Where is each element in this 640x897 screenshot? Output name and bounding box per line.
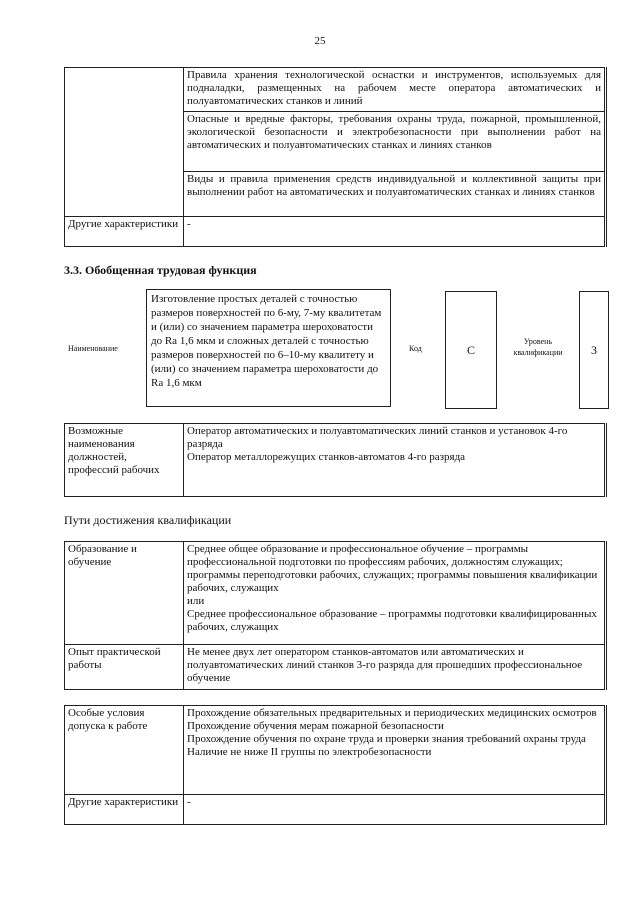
positions-table [64, 423, 607, 497]
table-row [65, 706, 606, 795]
table-row [65, 542, 606, 645]
table-row [65, 68, 606, 112]
position-line: Оператор автоматических и полуавтоматических линий станков и установок 4-го разряда [187, 425, 568, 450]
table-cell-label-empty [65, 68, 184, 217]
table-cell-value [184, 706, 606, 795]
text-line: или [187, 595, 205, 607]
code-value-box: C [445, 291, 497, 409]
table-cell-value: - [184, 217, 606, 247]
level-label: Уровень квалификации [513, 337, 563, 357]
table-row [65, 795, 606, 825]
text-line: Среднее общее образование и профессиональное обучение – программы профессиональной подготовки по профессиям рабочих, должностям служащих; программы переподготовки рабочих, служащих; программы повышения квалификации рабочих, служащих [187, 543, 598, 594]
level-value-box: 3 [579, 291, 609, 409]
table-cell-label: Опыт практической работы [65, 645, 184, 690]
table-cell-value: Опасные и вредные факторы, требования охраны труда, пожарной, промышленной, экологической безопасности и электробезопасности при выполнении работ на автоматических и полуавтоматических станках и линиях станков [184, 112, 606, 172]
table-cell-value: Виды и правила применения средств индивидуальной и коллективной защиты при выполнении работ на автоматических и полуавтоматических станках и линиях станков [184, 172, 606, 217]
table-cell-label: Возможные наименования должностей, профессий рабочих [65, 424, 184, 497]
text-line: - [187, 796, 191, 808]
table-cell-value [184, 424, 606, 497]
table-row [65, 217, 606, 247]
table-cell-label: Другие характеристики [65, 795, 184, 825]
conditions-table [64, 705, 607, 825]
table-row [65, 424, 606, 497]
position-line: Оператор металлорежущих станков-автоматов 4-го разряда [187, 451, 466, 463]
text-line: Не менее двух лет оператором станков-автоматов или автоматических и полуавтоматических линий станков 3-го разряда для прошедших профессиональное обучение [187, 646, 583, 684]
name-value-box: Изготовление простых деталей с точностью размеров поверхностей по 6-му, 7-му квалитетам и (или) со значением параметра шероховатости до Ra 1,6 мкм и сложных деталей с точностью размеров поверхностей по 6–10-му квалитету и (или) со значением параметра шероховатости до Ra 1,6 мкм [146, 289, 391, 407]
qualification-table [64, 541, 607, 690]
table-cell-label: Другие характеристики [65, 217, 184, 247]
table-row [65, 645, 606, 690]
text-line: Среднее профессиональное образование – программы подготовки квалифицированных рабочих, служащих [187, 608, 597, 633]
name-label: Наименование [68, 344, 118, 353]
code-label: Код [409, 344, 422, 353]
table-cell-label: Особые условия допуска к работе [65, 706, 184, 795]
text-line: Прохождение обучения мерам пожарной безопасности [187, 720, 444, 732]
qualification-heading: Пути достижения квалификации [64, 513, 232, 527]
table-cell-value [184, 645, 606, 690]
table-cell-value: Правила хранения технологической оснастки и инструментов, используемых для подналадки, размещенных на рабочем месте оператора автоматических и полуавтоматических станков и линий [184, 68, 606, 112]
text-line: Прохождение обязательных предварительных и периодических медицинских осмотров [187, 707, 597, 719]
table-cell-value [184, 795, 606, 825]
text-line: Наличие не ниже II группы по электробезопасности [187, 746, 432, 758]
page-number: 25 [314, 35, 326, 47]
text-line: Прохождение обучения по охране труда и проверки знания требований охраны труда [187, 733, 586, 745]
knowledge-table [64, 67, 607, 247]
table-cell-value [184, 542, 606, 645]
section-heading: 3.3. Обобщенная трудовая функция [64, 263, 257, 277]
table-cell-label: Образование и обучение [65, 542, 184, 645]
